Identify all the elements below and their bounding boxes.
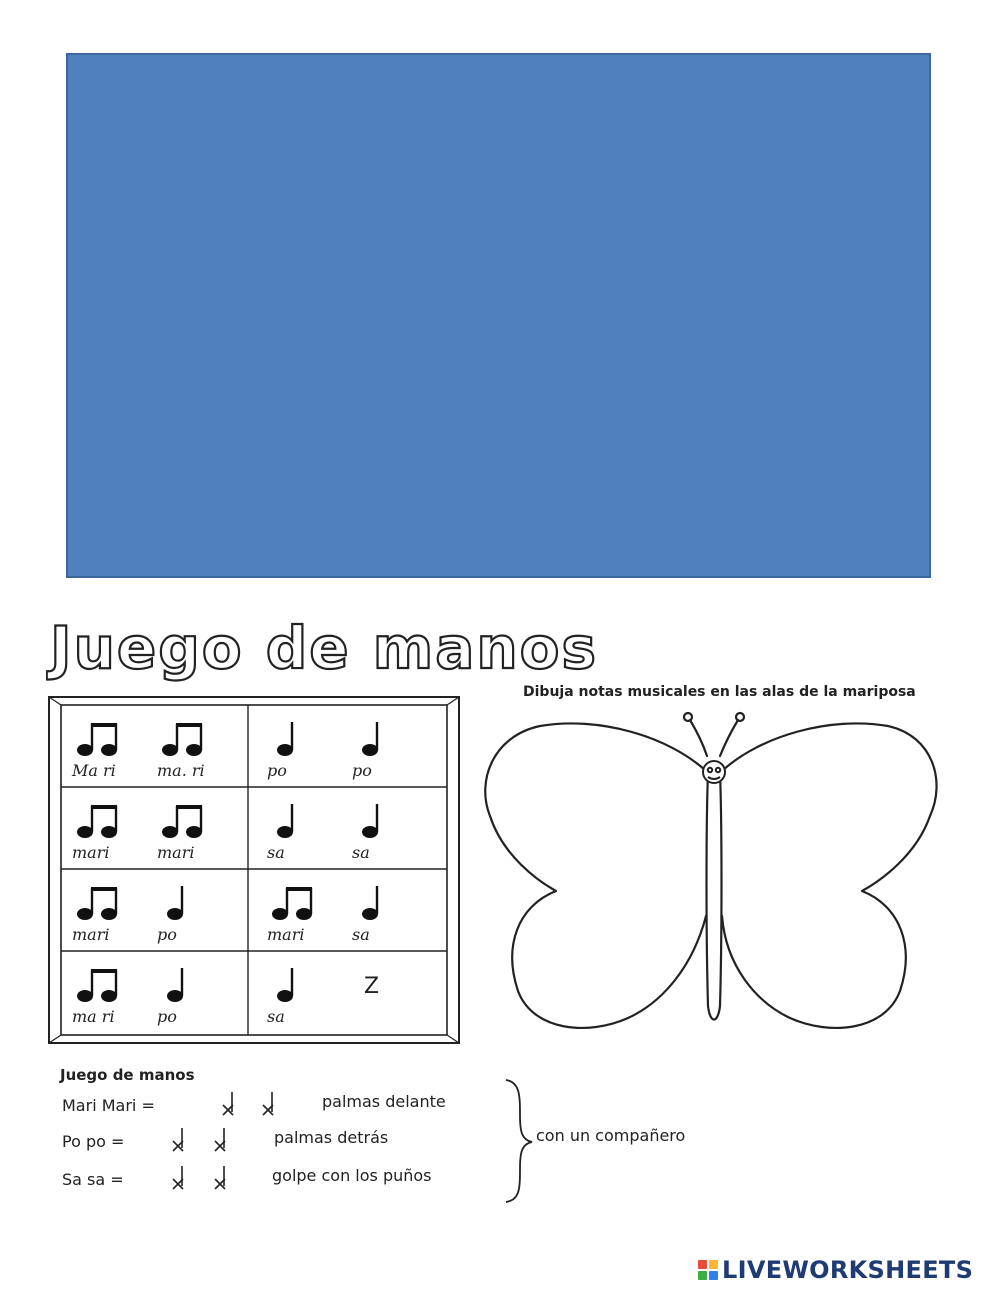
syllable-label: mari	[72, 925, 110, 944]
rest-icon	[356, 965, 404, 1005]
rhythm-cell	[352, 801, 432, 865]
eighth-note-pair-icon	[76, 965, 124, 1005]
butterfly-drawing	[478, 706, 940, 1046]
svg-text:Z: Z	[364, 974, 380, 999]
eighth-note-pair-icon	[271, 883, 319, 923]
syllable-label: Ma ri	[72, 761, 116, 780]
butterfly-antenna-left	[690, 720, 707, 756]
butterfly-right-wing	[722, 723, 937, 1028]
butterfly-head	[703, 761, 725, 783]
logo-blocks-icon	[698, 1260, 718, 1280]
butterfly-left-wing	[485, 723, 706, 1028]
rule-word: Mari Mari =	[62, 1096, 155, 1115]
syllable-label: mari	[72, 843, 110, 862]
quarter-note-icon	[271, 801, 319, 841]
syllable-label: sa	[267, 843, 285, 862]
syllable-label: mari	[267, 925, 305, 944]
crossed-note-icon	[220, 1090, 240, 1118]
crossed-note-icon	[212, 1164, 232, 1192]
logo-text: LIVEWORKSHEETS	[722, 1256, 974, 1284]
eighth-note-pair-icon	[76, 883, 124, 923]
worksheet-title	[46, 612, 666, 682]
rhythm-cell	[352, 965, 432, 1029]
hand-game-rules	[60, 1066, 780, 1216]
syllable-label: ma. ri	[157, 761, 205, 780]
curly-brace-icon	[502, 1076, 536, 1206]
syllable-label: po	[157, 925, 177, 944]
rhythm-cell	[72, 965, 152, 1029]
rhythm-cell	[157, 719, 237, 783]
syllable-label: sa	[352, 843, 370, 862]
blue-image-placeholder	[66, 53, 931, 578]
syllable-label: po	[157, 1007, 177, 1026]
title-outline-text	[46, 612, 666, 682]
syllable-label: mari	[157, 843, 195, 862]
eighth-note-pair-icon	[76, 719, 124, 759]
rule-action: palmas detrás	[274, 1128, 389, 1147]
rule-word: Sa sa =	[62, 1170, 124, 1189]
rhythm-cell	[157, 965, 237, 1029]
eighth-note-pair-icon	[161, 801, 209, 841]
butterfly-instruction: Dibuja notas musicales en las alas de la mariposa	[523, 684, 916, 700]
butterfly-antenna-right	[720, 720, 738, 756]
title-text: Juego de manos	[50, 614, 599, 682]
quarter-note-icon	[356, 801, 404, 841]
syllable-label: ma ri	[72, 1007, 115, 1026]
quarter-note-icon	[271, 719, 319, 759]
quarter-note-icon	[271, 965, 319, 1005]
rhythm-cell	[157, 801, 237, 865]
syllable-label: sa	[352, 925, 370, 944]
rhythm-cell	[352, 883, 432, 947]
quarter-note-icon	[356, 883, 404, 923]
crossed-note-icon	[260, 1090, 280, 1118]
rule-action: golpe con los puños	[272, 1166, 432, 1185]
rhythm-cell	[267, 965, 347, 1029]
rhythm-cell	[267, 883, 347, 947]
eighth-note-pair-icon	[161, 719, 209, 759]
rule-word: Po po =	[62, 1132, 125, 1151]
syllable-label: sa	[267, 1007, 285, 1026]
rhythm-cell	[72, 883, 152, 947]
liveworksheets-logo	[698, 1256, 973, 1284]
butterfly-body	[707, 772, 722, 1020]
rhythm-cell	[267, 801, 347, 865]
rules-title: Juego de manos	[60, 1066, 195, 1084]
eighth-note-pair-icon	[76, 801, 124, 841]
rhythm-cell	[157, 883, 237, 947]
rhythm-cell	[72, 719, 152, 783]
quarter-note-icon	[356, 719, 404, 759]
crossed-note-icon	[170, 1164, 190, 1192]
rhythm-grid	[62, 705, 446, 1033]
companion-note: con un compañero	[536, 1126, 686, 1145]
syllable-label: po	[267, 761, 287, 780]
quarter-note-icon	[161, 883, 209, 923]
rule-action: palmas delante	[322, 1092, 446, 1111]
crossed-note-icon	[212, 1126, 232, 1154]
rhythm-cell	[267, 719, 347, 783]
quarter-note-icon	[161, 965, 209, 1005]
syllable-label: po	[352, 761, 372, 780]
crossed-note-icon	[170, 1126, 190, 1154]
rhythm-cell	[72, 801, 152, 865]
rhythm-cell	[352, 719, 432, 783]
